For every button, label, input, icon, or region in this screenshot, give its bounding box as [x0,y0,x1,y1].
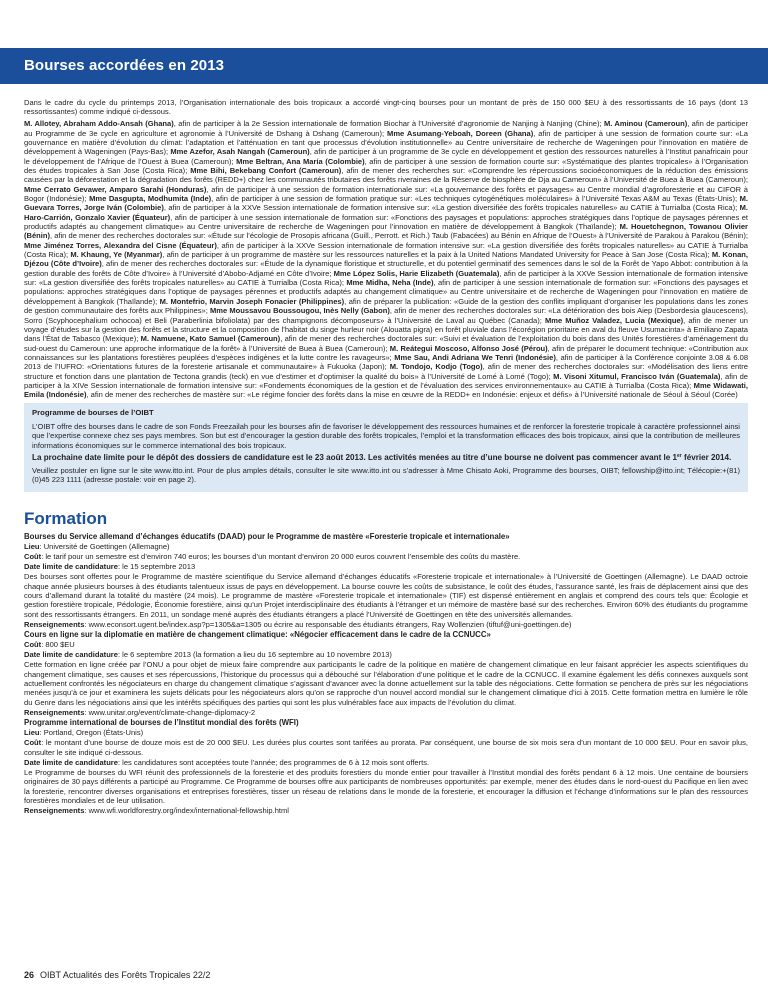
formation-detail [24,738,748,757]
fellow-text: , afin de mener des recherches doctorales sur: «La détérioration des bois Aiep (Desbordesia glaucescens), Sorro (Scyphocephalium ochocoa) et Beli (Paraberlinia bifoliolata) par des champignons décomposeurs» à l’Université de Laval au Québec (Canada); [24,306,749,325]
detail-value: : le 6 septembre 2013 (la formation a lieu du 16 septembre au 10 novembre 2013) [117,650,392,660]
formation-reference [24,620,748,629]
fellow-text: , afin de participer à une session internationale de formation sur: «Fonctions des paysages et populations: approches stratégiques dans l’optique de paysages pérennes et productifs adaptés au changement climatique» au Centre universitaire et de recherche de Wageningen pour l’innovation en matière de développement à Bangkok (Thaïlande); [24,278,748,306]
formation-detail [24,758,748,767]
formation-detail [24,562,748,571]
fellow-name: Mme Dasgupta, Modhumita (Inde) [89,194,212,204]
fellow-text: , afin de participer à une session de formation courte sur: «Systématique des plantes tropicales» à l’Organisation des études tropicales à San Jose (Costa Rica); [24,156,749,175]
formation-body: Le Programme de bourses du WFI réunit des professionnels de la foresterie et des produits forestiers du monde entier pour travailler à l’Institut mondial des forêts pendant 6 à 12 mois. Une centaine de boursiers originaires de 30 pays différents a participé au Programme. Ce Programme de bourses offre aux participants de nombreuses opportunités: par exemple, mener des études dans le nord-ouest du Pacifique en lien avec la foresterie, rencontrer diverses organisations et entreprises forestières, tisser un réseau de relations dans le monde de la foresterie, et encourager la diffusion et l’échange d’informations sur le plan des ressources forestières mondiales et de leur utilisation. [24,767,748,805]
detail-value: : le montant d’une bourse de douze mois est de 20 000 $EU. Les durées plus courtes sont tarifées au prorata. Par conséquent, une bourse de six mois sera d’un montant de 10 000 $EU. Pour en savoir plus, consulter le site indiqué ci-dessous. [24,738,748,757]
fellow-name: Mme Bihi, Bekebang Confort (Cameroun) [190,166,342,175]
formation-detail [24,650,748,659]
intro-paragraph: Dans le cadre du cycle du printemps 2013, l’Organisation internationale des bois tropicaux a accordé vingt-cinq bourses pour un montant de près de 150 000 $EU à des ressortissants de 16 pays (dont 13 ressortissantes) comme indiqué ci-dessous. [24,98,748,117]
reference-label: Renseignements [24,707,85,717]
formation-title: Bourses du Service allemand d’échanges éducatifs (DAAD) pour le Programme de mastère «Foresterie tropicale et internationale» [24,531,510,541]
fellow-name: Mme Cerrato Gevawer, Amparo Sarahi (Honduras) [24,184,207,194]
publication-name: OIBT Actualités des Forêts Tropicales 22/2 [40,970,211,980]
fellow-name: M. Khaung, Ye (Myanmar) [70,250,163,260]
reference-value: : www.unitar.org/event/climate-change-diplomacy-2 [84,707,256,717]
page-footer [24,970,210,980]
fellow-name: M. Haro-Carrión, Gonzalo Xavier (Équateur) [24,203,748,222]
detail-label: Lieu [24,728,40,738]
fellow-text: , afin de participer à un programme de mastère sur les ressources naturelles et la paix à la United Nations Mandated University for Peace à San Jose (Costa Rica); [162,250,712,260]
formation-title: Programme international de bourses de l’Institut mondial des forêts (WFI) [24,718,299,728]
fellow-text: , afin de participer à une session de formation pratique sur: «Les techniques cytogénétiques moléculaires» à l’Université Texas A&M au Texas (États-Unis); [211,194,740,204]
reference-value: : www.wfi.worldforestry.org/index/international-fellowship.html [84,806,289,816]
fellow-text: , afin de participer à la Conférence conjointe 3.08 & 6.08 2013 de l’IUFRO: «Orientations futures de la foresterie artisanale et communautaire» à Fukuoka (Japon); [24,352,749,372]
fellow-text: , afin de participer à la XXVe Session internationale de formation intensive sur: «La gestion diversifiée des forêts tropicales naturelles» au CATIE à Turrialba (Costa Rica); [24,240,748,260]
fellow-name: Mme Midha, Neha (Inde) [346,278,434,288]
reference-value: : www.econsort.ugent.be/index.asp?p=1305&a=1305 ou écrire au responsable des étudiants étrangers, Ray Wollenzien (tiftuf@uni-goettingen.de) [84,619,572,629]
fellow-name: Mme Sau, Andi Adriana We Tenri (Indonésie) [394,352,556,362]
formation-heading: Formation [24,508,108,528]
detail-label: Date limite de candidature [24,562,118,572]
detail-label: Coût [24,552,42,562]
fellow-name: Mme López Solis, Harie Elizabeth (Guatemala) [333,268,500,278]
program-box-title: Programme de bourses de l’OIBT [32,407,154,417]
fellow-text: , afin de mener des recherches sur: «Comprendre les répercussions socioéconomiques de la réduction des émissions causées par la déforestation et la dégradation des forêts (REDD+) chez les communautés tributaires des forêts riveraines de la Réserve de biosphère de Dja au Cameroun» à l’Université de Buea à Buea (Cameroun); [24,166,748,185]
detail-value: : Portland, Oregon (États-Unis) [39,728,144,738]
fellow-text: , afin de mener des recherches doctorales sur: «Modélisation des liens entre structure et fonction dans une plantation de Tectona grandis (teck) en vue d’estimer et d’optimiser la qualité du bois» à l’Université de Lomé à Lomé (Togo); [24,362,748,381]
detail-label: Coût [24,738,42,748]
detail-label: Coût [24,640,42,650]
fellow-text: , afin de participer à une session internationale de formation sur: «Fonctions des paysages et populations: approches stratégiques dans l’optique de paysages pérennes et productifs adaptés au changement climatique» au Centre universitaire de recherche de Wageningen pour l’innovation en matière de développement à Bangkok (Thaïlande); [24,212,748,232]
formation-list [24,532,748,816]
fellow-text: , afin de participer à la XXVe Session internationale de formation intensive sur: «La gestion diversifiée des forêts tropicales naturelles» au CATIE à Turrialba (Costa Rica); [24,268,748,288]
fellow-name: Mme Muñoz Valadez, Lucia (Mexique) [544,315,684,325]
fellow-name: Mme Azefor, Asah Nangah (Cameroun) [170,147,310,157]
fellow-name: M. Reátegui Moscoso, Alfonso José (Pérou) [389,343,548,353]
fellow-name: M. Tondojo, Kodjo (Togo) [389,362,483,372]
detail-value: : 800 $EU [41,640,75,650]
program-box-deadline: La prochaine date limite pour le dépôt des dossiers de candidature est le 23 août 2013. Les activités menées au titre d’une bourse ne doivent pas commencer avant le 1er février 2014. [32,452,732,462]
formation-detail [24,552,748,561]
formation-body: Cette formation en ligne créée par l’ONU a pour objet de mieux faire comprendre aux participants le cadre de la politique en matière de changement climatique en leur faisant apprécier les aspects scientifiques du changement climatique, ses causes et ses répercussions, l’historique du processus qui a débouché sur l’élaboration d’une politique et le cadre de la CCNUCC. Il examine également les défis connexes auxquels sont actuellement confrontés les négociateurs en charge du changement climatique s’agissant d’avancer avec la donne actuellement sur la table des négociations. Cette formation se penchera de près sur les négociations menées jusqu’à ce jour et examinera les sujets délicats pour les négociateurs alors qu’on se rapproche d’un nouvel accord mondial sur le changement climatique d’ici à 2015. Cette formation mettra en lumière le rôle du Genre dans les négociations ainsi que les intérêts spécifiques des parties qui sont les plus vulnérables face aux impacts de l’évolution du climat. [24,660,748,707]
fellows-paragraph [24,119,748,399]
fellow-text: , afin de participer à une session de formation internationale sur: «La gouvernance des forêts et paysages» au Centre mondial d’agroforesterie et au CIFOR à Bogor (Indonésie); [24,184,748,204]
fellow-text: , afin de préparer le document technique: «Contribution aux connaissances sur les plantations forestières peuplées d’espèces indigènes et la lutte contre les ravageurs»; [24,343,748,362]
fellow-name: M. Konan, Djézou (Côte d’Ivoire) [24,250,748,269]
program-box-body: L’OIBT offre des bourses dans le cadre de son Fonds Freezailah pour les bourses afin de favoriser le développement des ressources humaines et de renforcer la foresterie tropicale à caractère professionnel ainsi que l’expertise connexe chez ses pays membres. Son but est d’encourager la gestion durable des forêts tropicales, l’emploi et la transformation efficaces des bois tropicaux, ainsi que la contribution de meilleures informations économiques sur le commerce international des bois tropicaux. [32,421,740,450]
main-content [24,98,748,816]
fellow-text: , afin de participer à un programme de 3e cycle en développement et gestion des ressources naturelles à l’Institut panafricain pour le développement de l’Afrique de l’Ouest à Buea (Cameroun); [24,147,748,166]
formation-title: Cours en ligne sur la diplomatie en matière de changement climatique: «Négocier efficacement dans le cadre de la CCNUCC» [24,629,491,639]
detail-label: Date limite de candidature [24,757,118,767]
fellow-text: , afin de mener des recherches doctorales sur: «Étude sur l’écologie de Prosopis africana (Guill., Perrott. et Rich.) Taub (Fabacées) au Bénin en Afrique de l’Ouest» à l’Université de Parakou à Parakou (Bénin); [50,231,748,241]
fellow-name: Mme Moussavou Boussougou, Inès Nelly (Gabon) [210,306,390,316]
formation-detail [24,728,748,737]
fellow-text: , afin de participer au Programme de 3e cycle en agriculture et agronomie à l’Université de Dshang à Dshang (Cameroun); [24,119,748,138]
formation-body: Des bourses sont offertes pour le Programme de mastère scientifique du Service allemand d’échanges éducatifs «Foresterie tropicale et internationale» à l’Université de Goettingen (Allemagne). Le DAAD octroie chaque année plusieurs bourses à des étudiants talentueux issus de pays en développement. La bourse couvre les coûts de subsistance, le coût des études, l’assurance santé, les frais de déplacement ainsi que des cours d’allemand durant la totalité du mastère (24 mois). Le programme de mastère «Foresterie tropicale et internationale» (TIF) est dispensé entièrement en anglais et comprend des cours tels que: Écologie et gestion forestière tropicale, Pédologie, Économie forestière, ainsi qu’un Projet interdisciplinaire des étudiants à l’étranger et un mémoire de mastère basé sur des recherches. Environ 60% des étudiants du programme sont des ressortissants étrangers. En 2011, un sondage mené auprès des étudiants étrangers a placé l’Université de Goettingen en tête des universités allemandes. [24,572,748,619]
detail-value: : Université de Goettingen (Allemagne) [39,541,170,551]
fellow-text: , afin de préparer la publication: «Guide de la gestion des conflits impliquant d’organiser les populations dans les zones de gestion communautaire des forêts aux Philippines»; [24,296,748,316]
fellow-text: , afin de participer à une session de formation courte sur: «La gouvernance en matière d’évolution du climat: l’adaptation et l’atténuation en tant que processus d’évolution institutionnelle» au Centre universitaire de recherche de Wageningen pour l’innovation en matière de développement à Wageningen (Pays-Bas); [24,128,748,157]
formation-reference [24,806,748,815]
formation-reference [24,708,748,717]
fellow-name: Mme Asumang-Yeboah, Doreen (Ghana) [387,128,534,138]
fellow-name: M. Aminou (Cameroun) [603,119,688,129]
fellow-text: , afin de mener un voyage d’études sur la gestion des forêts et la structure et la composition de l’habitat du singe hurleur noir (Alouatta pigra) en forêt pluviale dans l’écorégion prioritaire en aval du fleuve Usumacinta» à Emiliano Zapata dans l’État de Tabasco (Mexique); [24,315,748,344]
reference-label: Renseignements [24,619,85,629]
fellow-text: , afin de mener des recherches doctorales sur: «Étude de la dynamique floristique et structurelle, et du potentiel germinatif des semences dans le sol de la Forêt de Yapo Abbot: contribution à la gestion durable des forêts de Côte d’Ivoire» à l’Université d’Abobo-Adjamé en Côte d’Ivoire; [24,259,748,278]
program-box-contact: Veuillez postuler en ligne sur le site www.itto.int. Pour de plus amples détails, consulter le site www.itto.int ou s’adresser à Mme Chisato Aoki, Programme des bourses, OIBT; fellowship@itto.int; Télécopie:+(81) (0)45 223 1111 (adresse postale: voir en page 2). [32,466,740,485]
fellow-name: M. Houetchegnon, Towanou Olivier (Bénin) [24,222,748,241]
detail-value: : le tarif pour un semestre est d’environ 740 euros; les bourses d’un montant d’environ 20 000 euros couvrent l’ensemble des coûts du mastère. [41,552,521,562]
fellow-text: , afin de participer à la 2e Session internationale de formation Biochar à l’Université d’agronomie de Nanjing à Nanjing (Chine); [173,119,604,129]
fellow-name: M. Guevara Torres, Jorge Iván (Colombie) [24,194,748,213]
fellow-text: , afin de participer à la XXVe Session internationale de formation intensive sur: «La gestion diversifiée des forêts tropicales naturelles» au CATIE à Turrialba (Costa Rica); [163,203,740,213]
fellow-name: Mme Beltran, Ana María (Colombie) [236,156,365,166]
fellow-name: Mme Widawati, Emila (Indonésie) [24,380,748,400]
detail-value: : les candidatures sont acceptées toute l’année; des programmes de 6 à 12 mois sont offerts. [117,757,430,767]
fellow-text: , afin de participer à la XIVe Session internationale de formation intensive sur: «Fondements économiques de la gestion et de l’évaluation des services environnementaux» au CATIE à Turrialba (Costa Rica); [24,371,749,390]
detail-label: Lieu [24,541,40,551]
formation-detail [24,542,748,551]
page-title: Bourses accordées en 2013 [24,57,225,74]
program-box [24,403,748,492]
detail-label: Date limite de candidature [24,650,118,660]
section-banner [0,48,768,84]
formation-detail [24,640,748,649]
fellow-name: M. Visoni Xitumul, Francisco Iván (Guatemala) [553,371,721,381]
fellow-name: M. Montefrio, Marvin Joseph Fonacier (Philippines) [159,296,345,306]
reference-label: Renseignements [24,806,85,816]
fellow-text: , afin de mener des recherches doctorales sur: «Suivi et évaluation de l’exploitation du bois dans des Unités forestières d’aménagement du sud-ouest du Cameroun: une approche informatique de la forêt» à l’Université de Buea à Buea (Cameroun); [24,334,748,353]
fellow-text: , afin de mener des recherches de mastère sur: «Le régime foncier des forêts dans la mise en œuvre de la REDD+ en Indonésie: enjeux et défis» à l’Université nationale de Séoul à Séoul (Corée) [86,390,738,400]
fellow-name: M. Namuene, Kato Samuel (Cameroun) [140,334,281,344]
page-number: 26 [24,970,35,980]
fellow-name: M. Allotey, Abraham Addo-Ansah (Ghana) [24,119,174,129]
fellow-name: Mme Jiménez Torres, Alexandra del Cisne (Équateur) [24,240,217,250]
detail-value: : le 15 septembre 2013 [117,562,196,572]
